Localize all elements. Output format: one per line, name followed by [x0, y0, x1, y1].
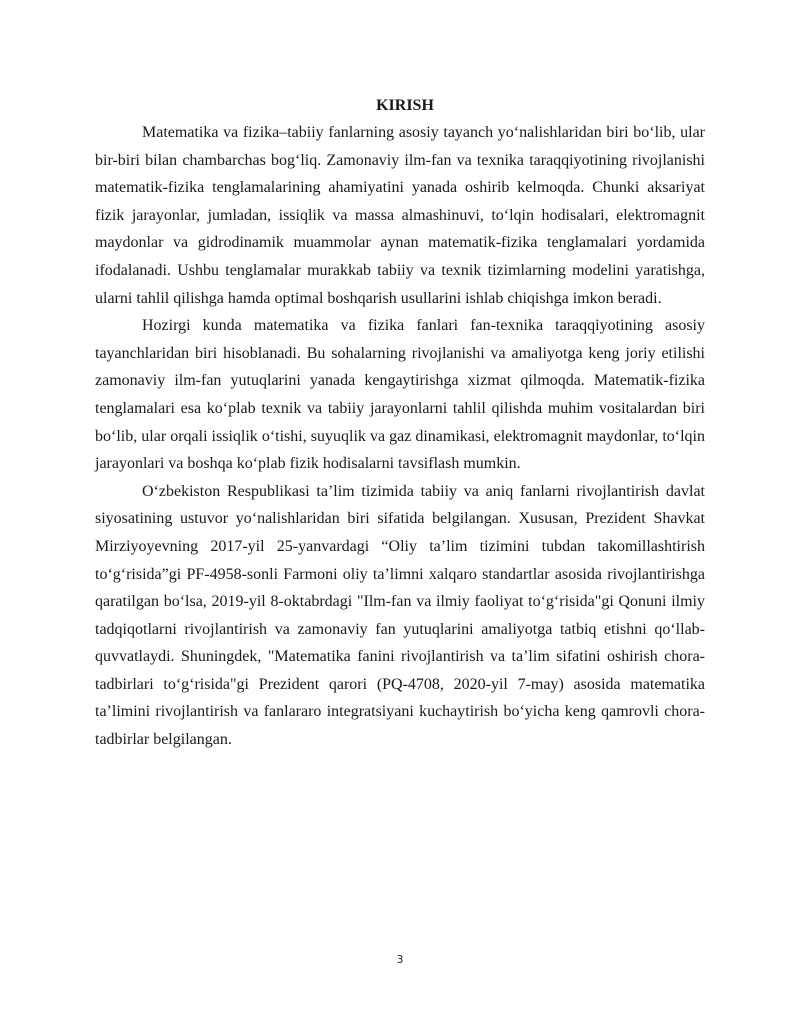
- document-body: [95, 92, 705, 754]
- page-number: 3: [396, 953, 404, 966]
- section-title: KIRISH: [376, 97, 434, 114]
- paragraph-1: Matematika va fizika–tabiiy fanlarning asosiy tayanch yo‘nalishlaridan biri bo‘lib, ular bir-biri bilan chambarchas bog‘liq. Zamonaviy ilm-fan va texnika taraqqiyotining rivojlanishi matematik-fizika tenglamalarining ahamiyatini yanada oshirib kelmoqda. Chunki aksariyat fizik jarayonlar, jumladan, issiqlik va massa almashinuvi, to‘lqin hodisalari, elektromagnit maydonlar va gidrodinamik muammolar aynan matematik-fizika tenglamalari yordamida ifodalanadi. Ushbu tenglamalar murakkab tabiiy va texnik tizimlarning modelini yaratishga, ularni tahlil qilishga hamda optimal boshqarish usullarini ishlab chiqishga imkon beradi.: [95, 124, 705, 307]
- paragraph-2: Hozirgi kunda matematika va fizika fanlari fan-texnika taraqqiyotining asosiy tayanchlaridan biri hisoblanadi. Bu sohalarning rivojlanishi va amaliyotga keng joriy etilishi zamonaviy ilm-fan yutuqlarini yanada kengaytirishga xizmat qilmoqda. Matematik-fizika tenglamalari esa ko‘plab texnik va tabiiy jarayonlarni tahlil qilishda muhim vositalardan biri bo‘lib, ular orqali issiqlik o‘tishi, suyuqlik va gaz dinamikasi, elektromagnit maydonlar, to‘lqin jarayonlari va boshqa ko‘plab fizik hodisalarni tavsiflash mumkin.: [95, 317, 705, 473]
- paragraph-3: O‘zbekiston Respublikasi ta’lim tizimida tabiiy va aniq fanlarni rivojlantirish davlat siyosatining ustuvor yo‘nalishlaridan biri sifatida belgilangan. Xususan, Prezident Shavkat Mirziyoyevning 2017-yil 25-yanvardagi “Oliy ta’lim tizimini tubdan takomillashtirish to‘g‘risida”gi PF-4958-sonli Farmoni oliy ta’limni xalqaro standartlar asosida rivojlantirishga qaratilgan bo‘lsa, 2019-yil 8-oktabrdagi "Ilm-fan va ilmiy faoliyat to‘g‘risida"gi Qonuni ilmiy tadqiqotlarni rivojlantirish va zamonaviy fan yutuqlarini amaliyotga tatbiq etishni qo‘llab-quvvatlaydi. Shuningdek, "Matematika fanini rivojlantirish va ta’lim sifatini oshirish chora-tadbirlari to‘g‘risida"gi Prezident qarori (PQ-4708, 2020-yil 7-may) asosida matematika ta’limini rivojlantirish va fanlararo integratsiyani kuchaytirish bo‘yicha keng qamrovli chora-tadbirlar belgilangan.: [95, 482, 705, 749]
